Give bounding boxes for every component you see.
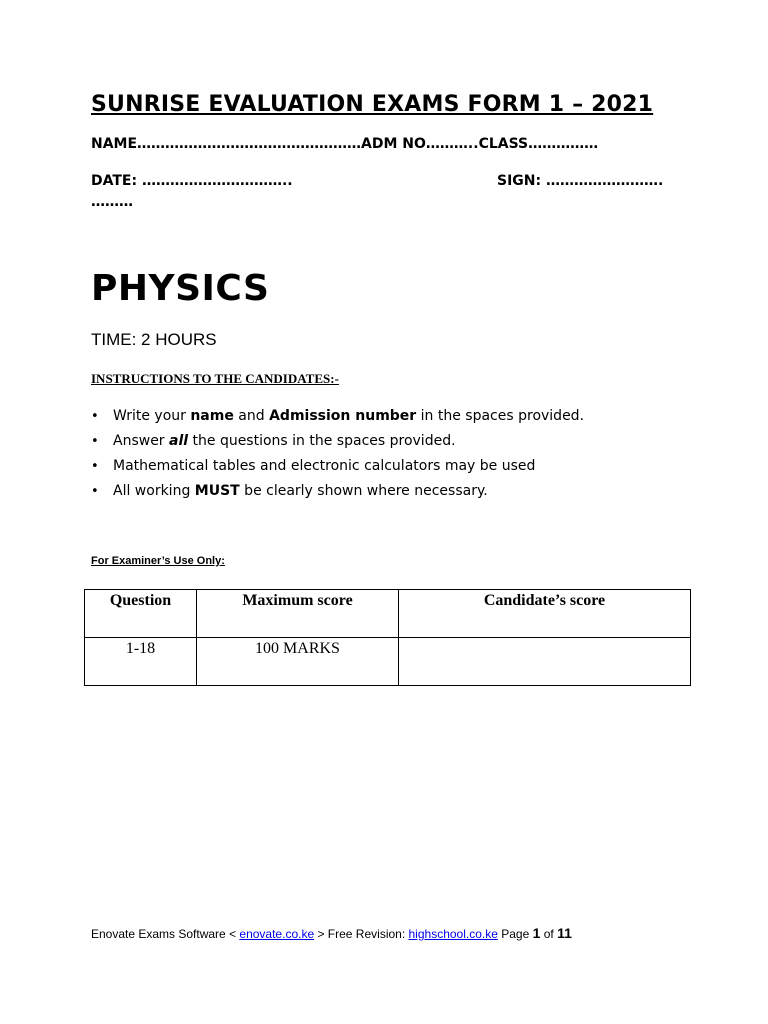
highschool-link[interactable]: highschool.co.ke: [408, 927, 498, 941]
page-footer: Enovate Exams Software < enovate.co.ke > Free Revision: highschool.co.ke Page 1 of 11: [91, 925, 572, 941]
bullet-icon: •: [91, 434, 99, 449]
column-header-max-score: Maximum score: [197, 590, 399, 638]
instruction-item: • Write your name and Admission number in the spaces provided.: [91, 408, 585, 424]
bullet-icon: •: [91, 459, 99, 474]
instruction-item: • All working MUST be clearly shown where necessary.: [91, 483, 488, 499]
instructions-heading: INSTRUCTIONS TO THE CANDIDATES:-: [91, 371, 339, 386]
score-table: [84, 589, 691, 686]
exam-duration: TIME: 2 HOURS: [91, 330, 217, 349]
cell-max-score: 100 MARKS: [197, 638, 399, 686]
column-header-candidate-score: Candidate’s score: [399, 590, 691, 638]
subject-title: PHYSICS: [91, 268, 270, 309]
sign-field: SIGN: …………………….: [497, 173, 664, 189]
name-adm-class-line: NAME…………………………………………ADM NO………..CLASS……………: [91, 136, 599, 152]
cell-candidate-score[interactable]: [399, 638, 691, 686]
bullet-icon: •: [91, 484, 99, 499]
instructions-list: [91, 408, 584, 508]
column-header-question: Question: [85, 590, 197, 638]
page-total: 11: [557, 925, 572, 941]
examiner-use-heading: For Examiner’s Use Only:: [91, 555, 225, 567]
date-field-continuation: ………: [91, 194, 133, 210]
instruction-item: • Answer all the questions in the spaces provided.: [91, 433, 456, 449]
instruction-item: • Mathematical tables and electronic calculators may be used: [91, 458, 536, 474]
enovate-link[interactable]: enovate.co.ke: [239, 927, 315, 941]
exam-title: SUNRISE EVALUATION EXAMS FORM 1 – 2021: [91, 92, 654, 117]
date-field: DATE: …………………………..: [91, 173, 293, 189]
table-row: [85, 638, 691, 686]
table-header-row: [85, 590, 691, 638]
cell-question-range: 1-18: [85, 638, 197, 686]
bullet-icon: •: [91, 409, 99, 424]
page-number: 1: [532, 925, 541, 941]
